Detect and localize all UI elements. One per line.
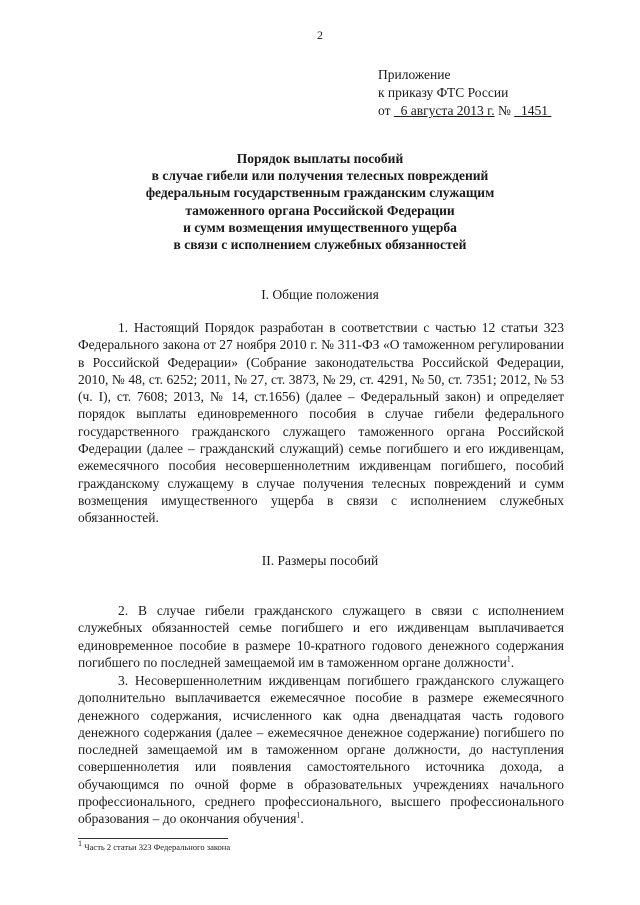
title-line: Порядок выплаты пособий [236, 151, 404, 166]
number-prefix: № [497, 103, 511, 118]
footnote-marker: 1 [78, 839, 82, 849]
section-2-heading: II. Размеры пособий [261, 553, 379, 568]
paragraph-1: 1. Настоящий Порядок разработан в соответствии с частью 12 статьи 323 Федерального закона от 27 ноября 2010 г. № 311-ФЗ «О таможенном регулировании в Российской Федерации» (Собрание законодательства Российской Федерации, 2010, № 48, ст. 6252; 2011, № 27, ст. 3873, № 29, ст. 4291, № 50, ст. 7351; 2012, № 53 (ч. I), ст. 7608; 2013, № 14, ст.1656) (далее – Федеральный закон) и определяет порядок выплаты единовременного пособия в случае гибели федерального государственного гражданского служащего таможенного органа Российской Федерации (далее – гражданский служащий) семье погибшего и его иждивенцам, ежемесячного пособия несовершеннолетним иждивенцам погибшего, пособий гражданскому служащему в случае получения телесных повреждений и сумм возмещения имущественного ущерба в связи с исполнением служебных обязанностей. [78, 320, 564, 526]
appendix-date-line [378, 102, 551, 120]
date-prefix: от [378, 103, 391, 118]
footnote-ref: 1 [296, 810, 301, 820]
document-title [60, 150, 580, 253]
appendix-line-1: Приложение [378, 67, 451, 82]
paragraph-3: 3. Несовершеннолетним иждивенцам погибшего гражданского служащего дополнительно выплачивается ежемесячное пособие в размере ежемесячного денежного содержания, исчисленного как одна двенадцатая часть годового денежного содержания (далее – ежемесячное денежное содержание) погибшего по последней замещаемой им в таможенном органе должности, до наступления совершеннолетия или появления самостоятельного источника дохода, а обучающимся по очной форме в образовательных учреждениях начального профессионального, среднего профессионального, высшего профессионального образования – до окончания обучения$^1$. [78, 673, 564, 827]
footnote-ref: 1 [506, 654, 511, 664]
title-line: в случае гибели или получения телесных повреждений [151, 168, 489, 184]
title-line: в связи с исполнением служебных обязанностей [173, 237, 467, 253]
section-1-heading: I. Общие положения [261, 287, 379, 302]
footnote-separator [78, 838, 228, 839]
title-line: федеральным государственным гражданским служащим [145, 185, 495, 201]
footnote [78, 839, 231, 852]
appendix-block [378, 66, 551, 120]
order-date: 6 августа 2013 г. [400, 103, 495, 118]
title-line: таможенного органа Российской Федерации [185, 202, 455, 218]
title-line: и сумм возмещения имущественного ущерба [183, 219, 457, 235]
footnote-text: Часть 2 статьи 323 Федерального закона [84, 842, 231, 852]
paragraph-2: 2. В случае гибели гражданского служащего в связи с исполнением служебных обязанностей семье погибшего и его иждивенцам выплачивается единовременное пособие в размере 10-кратного годового денежного содержания погибшего по последней замещаемой им в таможенном органе должности$^1$. [78, 603, 564, 670]
appendix-line-2: к приказу ФТС России [378, 85, 509, 100]
page-number: 2 [317, 28, 323, 42]
order-number: 1451 [520, 103, 548, 118]
